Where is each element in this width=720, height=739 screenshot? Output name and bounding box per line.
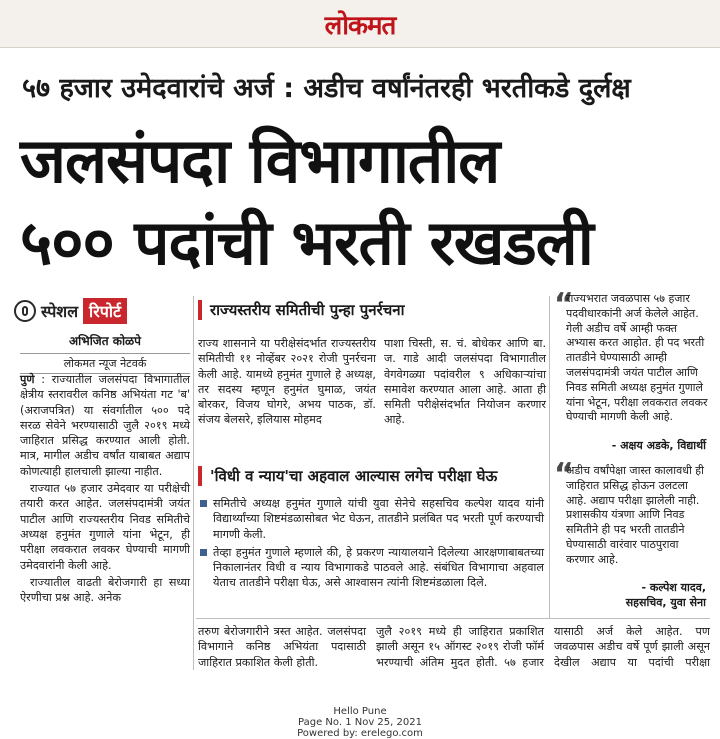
page-footer: [0, 670, 720, 739]
bullet-square-icon: [200, 549, 207, 556]
leader-quote-signature: - कल्पेश यादव, सहसचिव, युवा सेना: [625, 581, 706, 609]
quote-mark-icon: “: [554, 287, 574, 322]
quote-sidebar: [554, 287, 710, 614]
column-divider: [549, 296, 550, 618]
edition-name: Hello Pune: [333, 706, 387, 717]
list-item: समितीचे अध्यक्ष हनुमंत गुणाले यांची युवा सेनेचे सहसचिव कल्पेश यादव यांनी विद्यार्थ्यांच्या शिष्टमंडळासोबत भेट घेऊन, तातडीने प्रलंबित पद भरती पूर्ण करण्याची मागणी केली.: [200, 496, 544, 542]
student-quote-signature: - अक्षय अडके, विद्यार्थी: [611, 439, 706, 452]
news-network: लोकमत न्यूज नेटवर्क: [20, 353, 190, 374]
student-quote: राज्यभरात जवळपास ५७ हजार पदवीधारकांनी अर्ज केलेले आहेत. गेली अडीच वर्षे आम्ही फक्त अभ्यास करत आहोत. ही पद भरती तातडीने घेण्यासाठी आम्ही जलसंपदामंत्री जयंत पाटील आणि निवड समिती अध्यक्ष हनुमंत गुणाले यांना भेटून, परीक्षा लवकरात लवकर घेण्याची मागणी केली आहे.: [566, 292, 708, 424]
bullet-square-icon: [200, 500, 207, 507]
page-info: Page No. 1 Nov 25, 2021: [298, 717, 422, 728]
article-paragraph: राज्यात ५७ हजार उमेदवार या परीक्षेची तयारी करत आहेत. जलसंपदामंत्री जयंत पाटील आणि राज्यस्तरीय निवड समितीचे अध्यक्ष हनुमंत गुणाले यांना भेटून, ही परीक्षा लवकरात लवकर घेण्याची मागणी उमेदवारांनी केली आहे.: [20, 482, 190, 572]
headline-line-1: जलसंपदा विभागातील: [20, 124, 500, 197]
quote-mark-icon: “: [554, 457, 574, 492]
author-name: अभिजित कोळपे: [68, 334, 141, 348]
kicker-line: ५७ हजार उमेदवारांचे अर्ज : अडीच वर्षांनंतरही भरतीकडे दुर्लक्ष: [22, 73, 631, 104]
newspaper-logo: लोकमत: [324, 11, 396, 41]
bullet-list: [200, 496, 544, 616]
list-item: तेव्हा हनुमंत गुणाले म्हणाले की, हे प्रकरण न्यायालयाने दिलेल्या आरक्षणाबाबतच्या निकालानंतर विधी व न्याय विभागाकडे पाठवले आहे. संबंधित विभागाचा अहवाल येताच तातडीने परीक्षा घेऊ, असे आश्वासन त्यांनी शिष्टमंडळाला दिले.: [200, 545, 544, 591]
section-committee-col-b: पाशा चिस्ती, स. चं. बोधेकर आणि बा. ज. गाडे आदी जलसंपदा विभागातील वेगवेगळ्या पदांवरील ९ अधिकाऱ्यांचा समावेश करण्यात आला आहे. आता ही समिती परीक्षेसंदर्भात नियोजन करणार आहे.: [384, 337, 546, 427]
article-paragraph: पुणे : राज्यातील जलसंपदा विभागातील क्षेत्रीय स्तरावरील कनिष्ठ अभियंता गट 'ब' (अराजपत्रित) या संवर्गातील ५०० पदे सरळ सेवेने भरण्यासाठी जुलै २०१९ मध्ये जाहिरात प्रसिद्ध करण्यात आली होती. मात्र, मागील अडीच वर्षांत याबाबत अद्याप कोणत्याही हालचाली झाल्या नाहीत.: [20, 373, 190, 478]
headline: [20, 120, 593, 284]
section-heading-committee: राज्यस्तरीय समितीची पुन्हा पुनर्रचना: [198, 300, 404, 320]
column-divider: [193, 296, 194, 672]
masthead: [0, 0, 720, 48]
section-committee-col-a: राज्य शासनाने या परीक्षेसंदर्भात राज्यस्तरीय समितीची ११ नोव्हेंबर २०२१ रोजी पुनर्रचना केली आहे. यामध्ये हनुमंत गुणाले हे अध्यक्ष, तर सदस्य म्हणून हनुमंत घुमाळ, जयंत बोरकर, विजय घोगरे, अभय पाठक, डॉ. संजय बेलसरे, इलियास मोहमद: [198, 337, 376, 427]
section-divider: [196, 618, 710, 619]
bottom-column-2: जुलै २०१९ मध्ये ही जाहिरात प्रकाशित झाली असून १५ ऑगस्ट २०१९ रोजी फॉर्म भरण्याची अंतिम मुदत होती. ५७ हजार: [376, 625, 544, 669]
headline-line-2: ५०० पदांची भरती रखडली: [20, 206, 593, 279]
badge-label-report: रिपोर्ट: [83, 298, 127, 324]
byline: [20, 332, 190, 374]
special-report-badge: [14, 296, 186, 326]
section-heading-law-report: 'विधी व न्याय'चा अहवाल आल्यास लगेच परीक्षा घेऊ: [198, 466, 497, 486]
article-column-1: [20, 372, 190, 672]
badge-label-special: स्पेशल: [41, 302, 79, 321]
bottom-column-3: यासाठी अर्ज केले आहेत. पण जवळपास अडीच वर्षे पूर्ण झाली असून देखील अद्याप या पदांची परीक्षा: [554, 625, 710, 669]
dateline: पुणे: [20, 373, 35, 386]
article-paragraph: राज्यातील वाढती बेरोजगारी हा सध्या ऐरणीचा प्रश्न आहे. अनेक: [20, 575, 190, 605]
microphone-icon: [14, 300, 36, 322]
powered-by: Powered by: erelego.com: [297, 728, 423, 739]
leader-quote: अडीच वर्षांपेक्षा जास्त कालावधी ही जाहिरात प्रसिद्ध होऊन उलटला आहे. अद्याप परीक्षा झालेली नाही. प्रशासकीय यंत्रणा आणि निवड समितीने ही पद भरती तातडीने घेण्यासाठी वारंवार पाठपुरावा करणार आहे.: [566, 464, 704, 566]
bottom-column-1: तरुण बेरोजगारीने त्रस्त आहेत. जलसंपदा विभागाने कनिष्ठ अभियंता पदासाठी जाहिरात प्रकाशित केली होती.: [198, 625, 366, 669]
